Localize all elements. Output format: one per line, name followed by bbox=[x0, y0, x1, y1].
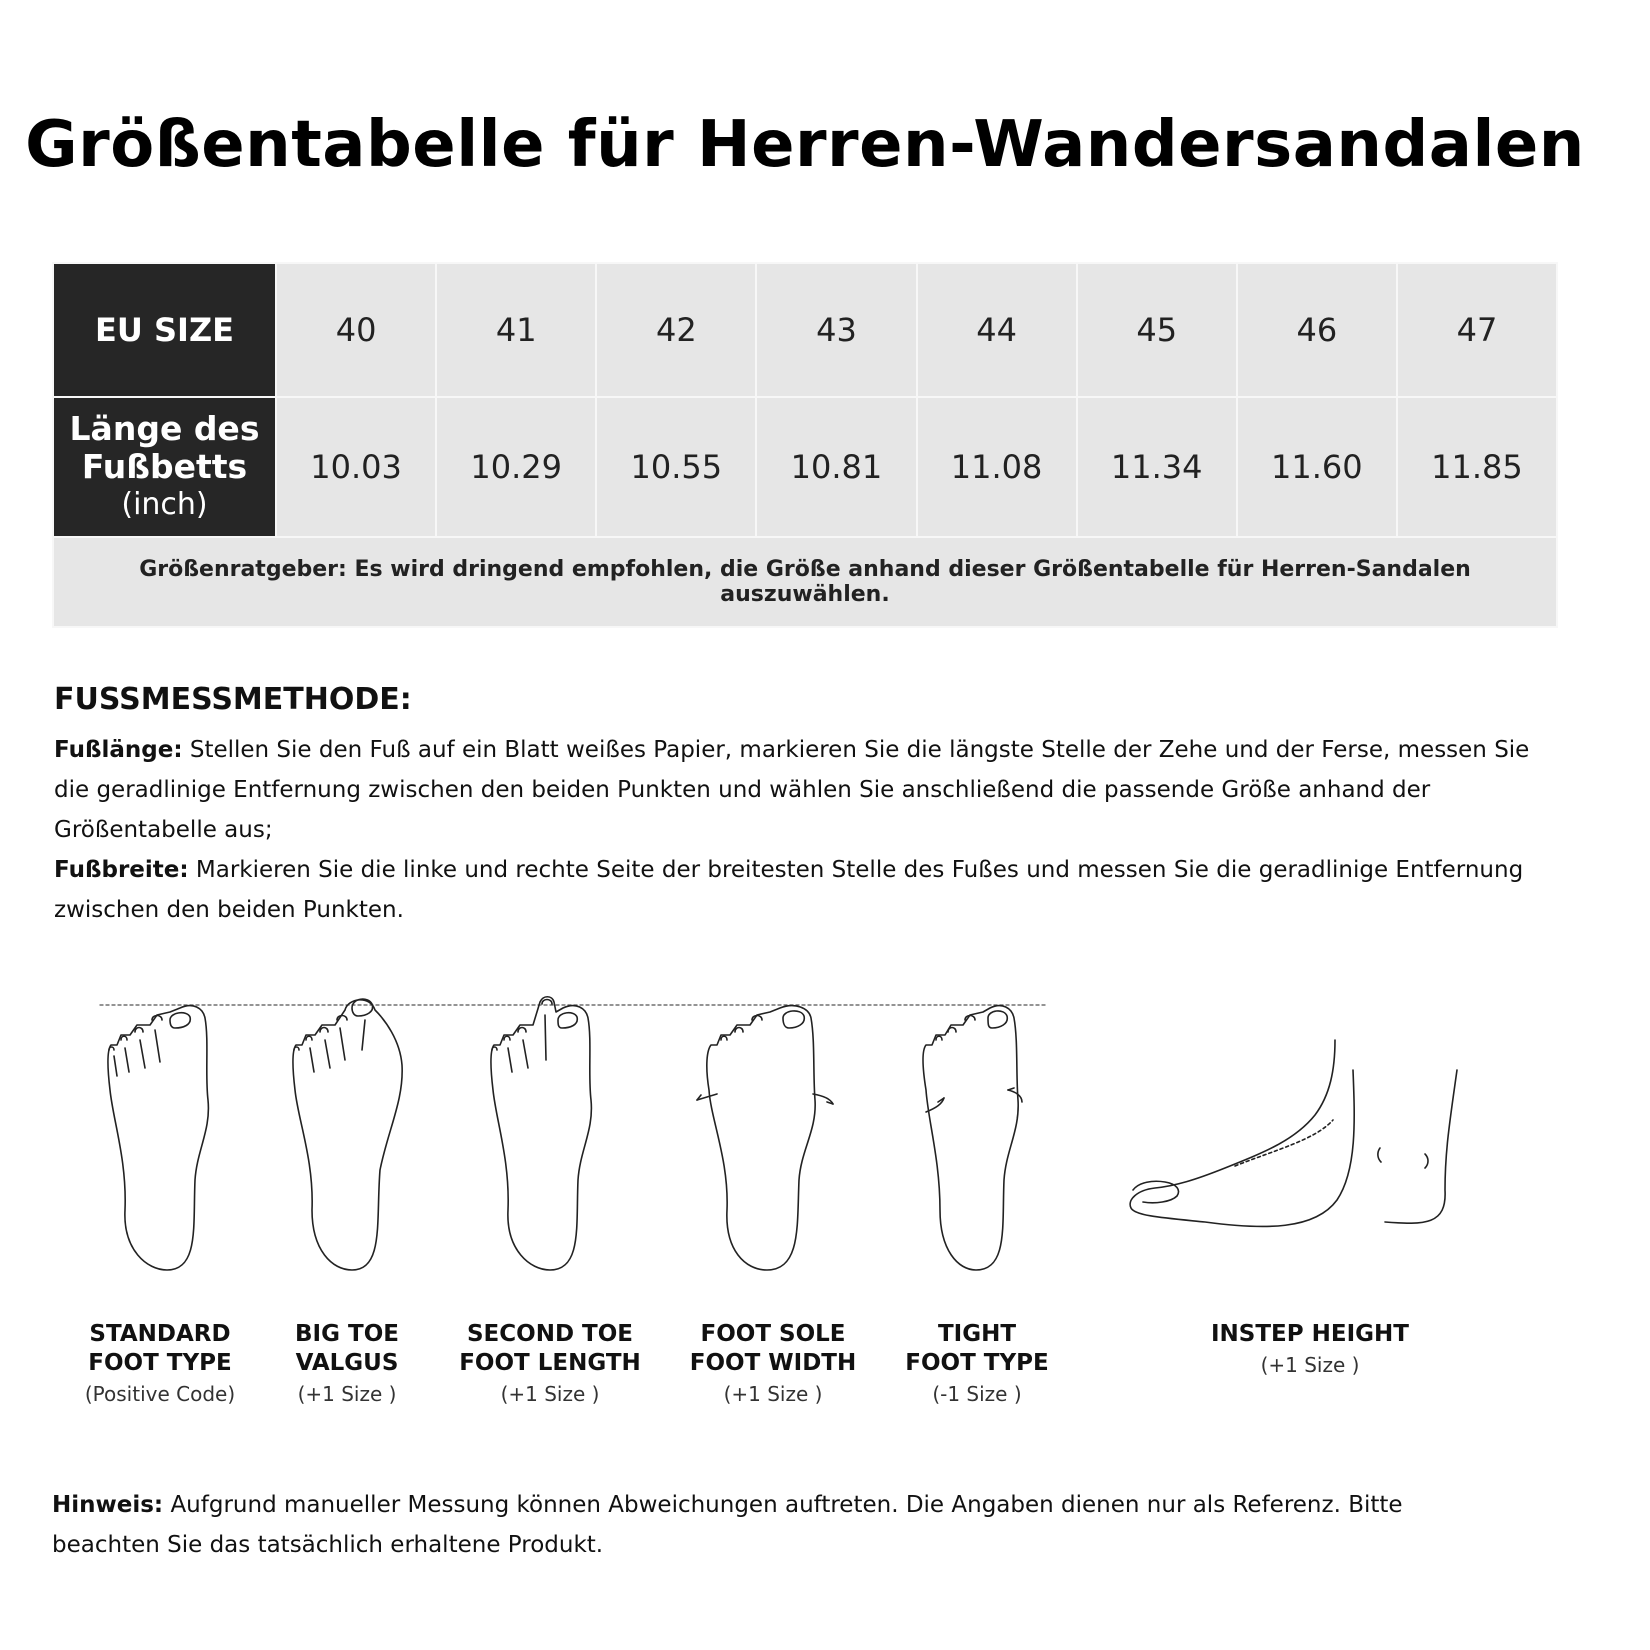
second-toe-foot-icon bbox=[491, 997, 592, 1270]
size-cell: 45 bbox=[1077, 263, 1237, 397]
foot-type-note: (-1 Size ) bbox=[932, 1382, 1022, 1406]
foot-width-label: Fußbreite: bbox=[54, 857, 189, 883]
method-heading: FUSSMESSMETHODE: bbox=[54, 682, 412, 717]
size-cell: 42 bbox=[596, 263, 756, 397]
length-cell: 10.29 bbox=[436, 397, 596, 537]
measurement-method bbox=[54, 680, 1554, 930]
foot-type-note: (+1 Size ) bbox=[723, 1382, 823, 1406]
foot-type-note: (+1 Size ) bbox=[500, 1382, 600, 1406]
foot-type-subtitle: FOOT LENGTH bbox=[459, 1350, 641, 1376]
table-row-guide bbox=[53, 537, 1557, 627]
table-row-eu-size bbox=[53, 263, 1557, 397]
foot-sole-width-foot-icon bbox=[697, 1006, 833, 1270]
hint-text: Aufgrund manueller Messung können Abweichungen auftreten. Die Angaben dienen nur als Referenz. Bitte beachten Sie das tatsächlich erhaltene Produkt. bbox=[52, 1492, 1403, 1558]
foot-type-subtitle: FOOT TYPE bbox=[905, 1350, 1049, 1376]
eu-size-header: EU SIZE bbox=[53, 263, 276, 397]
disclaimer-note bbox=[52, 1485, 1502, 1565]
foot-type-label-second-toe bbox=[430, 1320, 670, 1409]
length-header-line2: Fußbetts bbox=[81, 447, 248, 486]
length-header bbox=[53, 397, 276, 537]
tight-foot-icon bbox=[923, 1006, 1022, 1270]
length-header-unit: (inch) bbox=[121, 487, 208, 522]
foot-type-subtitle: VALGUS bbox=[295, 1350, 399, 1376]
foot-type-title: TIGHT bbox=[937, 1321, 1017, 1347]
length-cell: 11.85 bbox=[1397, 397, 1557, 537]
foot-type-label-instep bbox=[1190, 1320, 1430, 1380]
foot-width-paragraph bbox=[54, 850, 1554, 930]
size-cell: 47 bbox=[1397, 263, 1557, 397]
foot-type-title: SECOND TOE bbox=[466, 1321, 633, 1347]
size-cell: 44 bbox=[917, 263, 1077, 397]
foot-type-note: (Positive Code) bbox=[84, 1382, 236, 1406]
standard-foot-icon bbox=[108, 1006, 209, 1270]
foot-type-title: INSTEP HEIGHT bbox=[1211, 1321, 1409, 1347]
foot-type-label-tight bbox=[857, 1320, 1097, 1409]
length-cell: 10.55 bbox=[596, 397, 756, 537]
foot-type-title: BIG TOE bbox=[295, 1321, 399, 1347]
foot-width-text: Markieren Sie die linke und rechte Seite der breitesten Stelle des Fußes und messen Sie die geradlinige Entfernung zwischen den beiden Punkten. bbox=[54, 857, 1524, 923]
size-cell: 46 bbox=[1237, 263, 1397, 397]
length-cell: 10.03 bbox=[276, 397, 436, 537]
foot-types-illustration bbox=[0, 980, 1650, 1406]
foot-type-note: (+1 Size ) bbox=[297, 1382, 397, 1406]
length-header-line1: Länge des bbox=[69, 409, 260, 448]
size-chart-table bbox=[52, 262, 1558, 628]
length-cell: 11.60 bbox=[1237, 397, 1397, 537]
foot-type-note: (+1 Size ) bbox=[1260, 1353, 1360, 1377]
size-guide-note: Größenratgeber: Es wird dringend empfohlen, die Größe anhand dieser Größentabelle für Herren-Sandalen auszuwählen. bbox=[53, 537, 1557, 627]
length-cell: 11.08 bbox=[917, 397, 1077, 537]
hint-label: Hinweis: bbox=[52, 1492, 164, 1518]
foot-type-title: FOOT SOLE bbox=[700, 1321, 846, 1347]
foot-length-text: Stellen Sie den Fuß auf ein Blatt weißes Papier, markieren Sie die längste Stelle der Zehe und der Ferse, messen Sie die geradlinige Entfernung zwischen den beiden Punkten und wählen Sie anschließend die passende Größe anhand der Größentabelle aus; bbox=[54, 737, 1530, 843]
length-cell: 11.34 bbox=[1077, 397, 1237, 537]
size-cell: 41 bbox=[436, 263, 596, 397]
size-cell: 40 bbox=[276, 263, 436, 397]
foot-type-title: STANDARD bbox=[89, 1321, 231, 1347]
instep-height-foot-icon bbox=[1130, 1040, 1457, 1227]
foot-length-label: Fußlänge: bbox=[54, 737, 183, 763]
length-cell: 10.81 bbox=[756, 397, 916, 537]
table-row-length bbox=[53, 397, 1557, 537]
page-title: Größentabelle für Herren-Wandersandalen bbox=[25, 108, 1585, 182]
foot-length-paragraph bbox=[54, 730, 1554, 850]
foot-type-subtitle: FOOT WIDTH bbox=[689, 1350, 857, 1376]
foot-type-subtitle: FOOT TYPE bbox=[88, 1350, 232, 1376]
big-toe-valgus-foot-icon bbox=[293, 999, 402, 1270]
size-cell: 43 bbox=[756, 263, 916, 397]
